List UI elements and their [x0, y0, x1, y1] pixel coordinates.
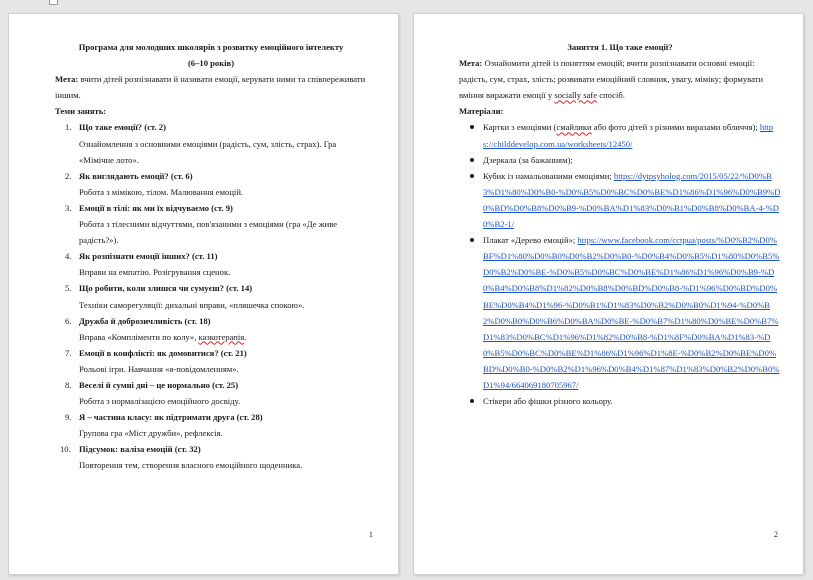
- topic-item: [55, 119, 367, 167]
- material-text-cont: або фото дітей з різними виразами обличчя);: [591, 122, 760, 133]
- topic-description: Робота з тілесними відчуттями, пов'язаними з емоціями (гра «Де живе радість?»).: [79, 219, 338, 246]
- topic-item: [55, 200, 367, 248]
- materials-heading: Матеріали:: [459, 106, 504, 117]
- topic-number: 6.: [65, 315, 72, 326]
- topic-item: [55, 377, 367, 409]
- program-goal: [55, 71, 367, 103]
- topic-title: Веселі й сумні дні – це нормально (ст. 25): [79, 379, 239, 390]
- topic-item: [55, 313, 367, 345]
- topic-item: [55, 409, 367, 441]
- topic-title: Підсумок: валіза емоцій (ст. 32): [79, 444, 201, 455]
- material-item: [459, 232, 781, 393]
- material-text: Плакат «Дерево емоцій»;: [483, 235, 578, 246]
- material-text: Стікери або фішки різного кольору.: [483, 396, 613, 407]
- topic-title: Емоції в конфлікті: як домовитися? (ст. 21): [79, 347, 247, 358]
- topic-item: [55, 168, 367, 200]
- goal-text: вчити дітей розпізнавати й називати емоції, керувати ними та співпереживати іншим.: [55, 74, 366, 101]
- document-page-1: [9, 14, 398, 574]
- program-title-line-2: (6–10 років): [187, 58, 235, 69]
- topic-number: 10.: [60, 444, 71, 455]
- goal-label: Мета:: [55, 74, 79, 85]
- topic-title: Як розпізнати емоції інших? (ст. 11): [79, 251, 218, 262]
- material-text: Дзеркала (за бажанням);: [483, 154, 573, 165]
- topic-number: 1.: [65, 122, 72, 133]
- topic-number: 9.: [65, 412, 72, 423]
- topic-number: 5.: [65, 283, 72, 294]
- topic-description: Повторення тем, створення власного емоційного щоденника.: [79, 460, 303, 471]
- topic-title: Що таке емоції? (ст. 2): [79, 122, 166, 133]
- topic-description: [79, 329, 367, 345]
- topic-description-text: Вправа «Компліменти по колу»,: [79, 331, 199, 342]
- topic-item: [55, 345, 367, 377]
- materials-list: [459, 119, 781, 409]
- material-item: [459, 119, 781, 151]
- topic-description: Робота з нормалізацією емоційного досвіду.: [79, 396, 241, 407]
- lesson-goal: [459, 55, 781, 103]
- spellcheck-flagged-word[interactable]: socially safe: [554, 90, 598, 101]
- spellcheck-flagged-word[interactable]: смайлики: [556, 122, 592, 133]
- topic-description: Вправи на емпатію. Розігрування сценок.: [79, 267, 231, 278]
- material-item: [459, 393, 781, 409]
- material-link[interactable]: https://www.facebook.com/cctpua/posts/%D0%B2%D0%BF%D1%80%D0%B0%D0%B2%D0%B0-%D0%B4%D0%B5%D1%80%D0%B5%D0%B2%D0%BE-%D0%B5%D0%BC%D0%BE%D1%86%D1%96%D0%B9-%D0%B4%D0%B8%D1%82%D0%B8%D0%BD%D0%B8-%D1%96%D0%BD%D0%BE%D0%B4%D1%96-%D0%B1%D1%83%D0%B2%D0%B0%D1%94-%D0%B2%D0%B0%D0%B6%D0%BA%D0%BE-%D0%B7%D1%80%D0%BE%D0%B7%D1%83%D0%BC%D1%96%D1%82%D0%B8-%D1%8F%D0%BA%D1%83-%D0%B5%D0%BC%D0%BE%D1%86%D1%96%D1%8E-%D0%B2%D0%BE%D0%BD%D0%B0-%D0%B2%D1%96%D0%B4%D1%87%D1%83%D0%B2%D0%B0%D1%94/664069180705967/: [483, 235, 780, 390]
- topic-description: Техніки саморегуляції: дихальні вправи, «пляшечка спокою».: [79, 299, 305, 310]
- topic-title: Дружба й доброзичливість (ст. 18): [79, 315, 211, 326]
- topic-number: 2.: [65, 170, 72, 181]
- topic-item: [55, 248, 367, 280]
- topic-description: Рольові ігри. Навчання «я-повідомленням».: [79, 363, 239, 374]
- page-number: 2: [773, 528, 778, 539]
- goal-text: Ознайомити дітей із поняттям емоцій; вчити розпізнавати основні емоції: радість, сум, страх, злість; розвивати емоційний словник, увагу, міміку; формувати вміння виражати емоції у: [459, 58, 764, 101]
- page-1-content: [55, 39, 367, 474]
- goal-text-end: спосіб.: [597, 90, 625, 101]
- topic-item: [55, 441, 367, 473]
- text-cursor-marker: [49, 0, 58, 5]
- material-link[interactable]: https://dytpsyholog.com/2015/05/22/%D0%B3%D1%80%D0%B0-%D0%B5%D0%BC%D0%BE%D1%86%D1%96%D0%B9%D0%BD%D0%B8%D0%B9-%D0%BA%D1%83%D0%B1%D0%B8%D0%BA-4-%D0%B2-1/: [483, 170, 781, 230]
- material-item: [459, 152, 781, 168]
- material-item: [459, 168, 781, 232]
- topic-title: Емоції в тілі: як ми їх відчуваємо (ст. 9): [79, 202, 233, 213]
- material-text: Картки з емоціями (: [483, 122, 557, 133]
- goal-label: Мета:: [459, 58, 483, 69]
- material-link[interactable]: https://childdevelop.com.ua/worksheets/12450/: [483, 122, 774, 149]
- spellcheck-flagged-word[interactable]: казкотерапія: [198, 331, 245, 342]
- topics-list: [55, 119, 367, 473]
- topic-number: 3.: [65, 202, 72, 213]
- program-title: [55, 39, 367, 71]
- topic-number: 4.: [65, 251, 72, 262]
- topic-description: Ознайомлення з основними емоціями (радість, сум, злість, страх). Гра «Мімічне лото».: [79, 138, 337, 165]
- page-number: 1: [368, 528, 373, 539]
- topic-number: 8.: [65, 379, 72, 390]
- topic-title: Як виглядають емоції? (ст. 6): [79, 170, 193, 181]
- topic-title: Я – частина класу: як підтримати друга (ст. 28): [79, 412, 263, 423]
- page-2-content: [459, 39, 781, 409]
- topic-description-end: .: [244, 331, 247, 342]
- topic-item: [55, 280, 367, 312]
- program-title-line-1: Програма для молодших школярів з розвитку емоційного інтелекту: [78, 42, 344, 52]
- topics-heading: Теми занять:: [55, 106, 107, 117]
- document-page-2: [414, 14, 803, 574]
- lesson-title: Заняття 1. Що таке емоції?: [567, 42, 673, 52]
- topic-title: Що робити, коли злишся чи сумуєш? (ст. 14): [79, 283, 253, 294]
- material-text: Кубик із намальованими емоціями;: [483, 170, 614, 181]
- topic-number: 7.: [65, 347, 72, 358]
- topic-description: Робота з мімікою, тілом. Малювання емоцій.: [79, 186, 244, 197]
- topic-description: Групова гра «Міст дружби», рефлексія.: [79, 428, 223, 439]
